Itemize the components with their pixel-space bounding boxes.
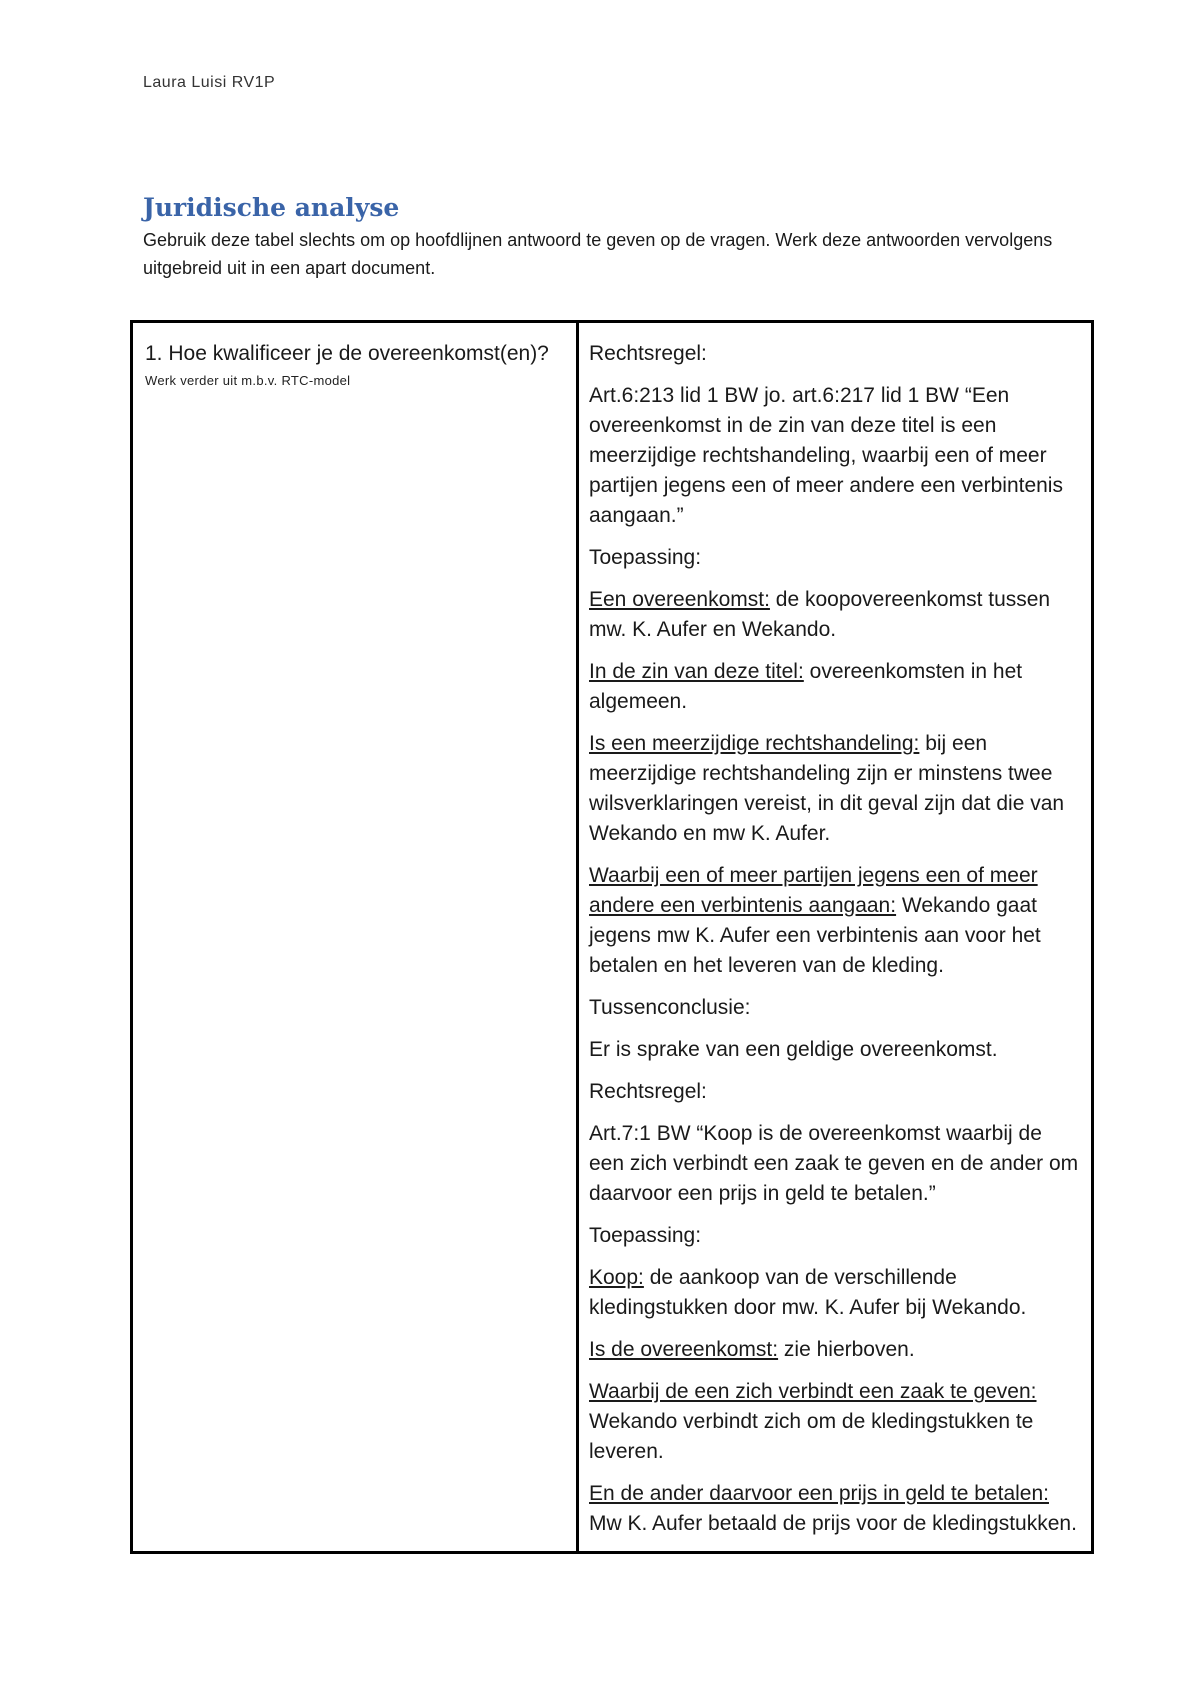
- header-author: Laura Luisi RV1P: [143, 74, 276, 91]
- answer-paragraph: [589, 1479, 1081, 1539]
- answer-text: Toepassing:: [589, 546, 702, 569]
- answer-text: Wekando gaat jegens mw K. Aufer een verbintenis aan voor het betalen en het leveren van de kleding.: [589, 894, 1041, 977]
- answer-paragraph: [589, 993, 1081, 1023]
- answer-paragraph: [589, 1263, 1081, 1323]
- answer-paragraph: [589, 861, 1081, 981]
- answer-term: Waarbij de een zich verbindt een zaak te geven:: [589, 1380, 1037, 1403]
- answer-paragraph: [589, 1335, 1081, 1365]
- intro-text: Gebruik deze tabel slechts om op hoofdlijnen antwoord te geven op de vragen. Werk deze antwoorden vervolgens uitgebreid uit in een apart document.: [143, 230, 1053, 278]
- answer-text: de aankoop van de verschillende kledingstukken door mw. K. Aufer bij Wekando.: [589, 1266, 1027, 1319]
- answer-text: de koopovereenkomst tussen mw. K. Aufer en Wekando.: [589, 588, 1051, 641]
- answer-text: Rechtsregel:: [589, 342, 707, 365]
- answer-term: Is een meerzijdige rechtshandeling:: [589, 732, 920, 755]
- answer-term: Is de overeenkomst:: [589, 1338, 779, 1361]
- answer-text: bij een meerzijdige rechtshandeling zijn er minstens twee wilsverklaringen vereist, in dit geval zijn dat die van Wekando en mw K. Aufer.: [589, 732, 1065, 845]
- answer-cell: [579, 323, 1091, 1551]
- answer-paragraph: [589, 339, 1081, 369]
- answer-term: Een overeenkomst:: [589, 588, 770, 611]
- answer-text: Mw K. Aufer betaald de prijs voor de kledingstukken.: [589, 1512, 1077, 1535]
- answer-term: Koop:: [589, 1266, 644, 1289]
- answer-paragraph: [589, 1035, 1081, 1065]
- answer-paragraph: [589, 1221, 1081, 1251]
- answer-text: Wekando verbindt zich om de kledingstukken te leveren.: [589, 1410, 1034, 1463]
- question-cell: [133, 323, 579, 1551]
- analysis-table: [130, 320, 1094, 1554]
- answer-text: Art.6:213 lid 1 BW jo. art.6:217 lid 1 BW “Een overeenkomst in de zin van deze titel is een meerzijdige rechtshandeling, waarbij een of meer partijen jegens een of meer andere een verbintenis aangaan.”: [589, 384, 1063, 527]
- answer-paragraph: [589, 1077, 1081, 1107]
- answer-text: zie hierboven.: [778, 1338, 915, 1361]
- answer-text: Toepassing:: [589, 1224, 702, 1247]
- answer-term: In de zin van deze titel:: [589, 660, 804, 683]
- answer-text: Er is sprake van een geldige overeenkomst.: [589, 1038, 998, 1061]
- answer-term: Waarbij een of meer partijen jegens een of meer andere een verbintenis aangaan:: [589, 864, 1038, 917]
- answer-text: Rechtsregel:: [589, 1080, 707, 1103]
- answer-paragraph: [589, 729, 1081, 849]
- answer-paragraph: [589, 381, 1081, 531]
- answer-term: En de ander daarvoor een prijs in geld te betalen:: [589, 1482, 1049, 1505]
- answer-paragraph: [589, 657, 1081, 717]
- question-note: Werk verder uit m.b.v. RTC-model: [145, 373, 351, 388]
- answer-paragraph: [589, 543, 1081, 573]
- answer-text: Tussenconclusie:: [589, 996, 751, 1019]
- answer-paragraph: [589, 585, 1081, 645]
- answer-paragraph: [589, 1377, 1081, 1467]
- question-text: 1. Hoe kwalificeer je de overeenkomst(en)?: [145, 342, 549, 365]
- answer-paragraph: [589, 1119, 1081, 1209]
- answer-text: Art.7:1 BW “Koop is de overeenkomst waarbij de een zich verbindt een zaak te geven en de ander om daarvoor een prijs in geld te betalen.”: [589, 1122, 1079, 1205]
- answer-text: overeenkomsten in het algemeen.: [589, 660, 1023, 713]
- page-title: Juridische analyse: [143, 193, 400, 222]
